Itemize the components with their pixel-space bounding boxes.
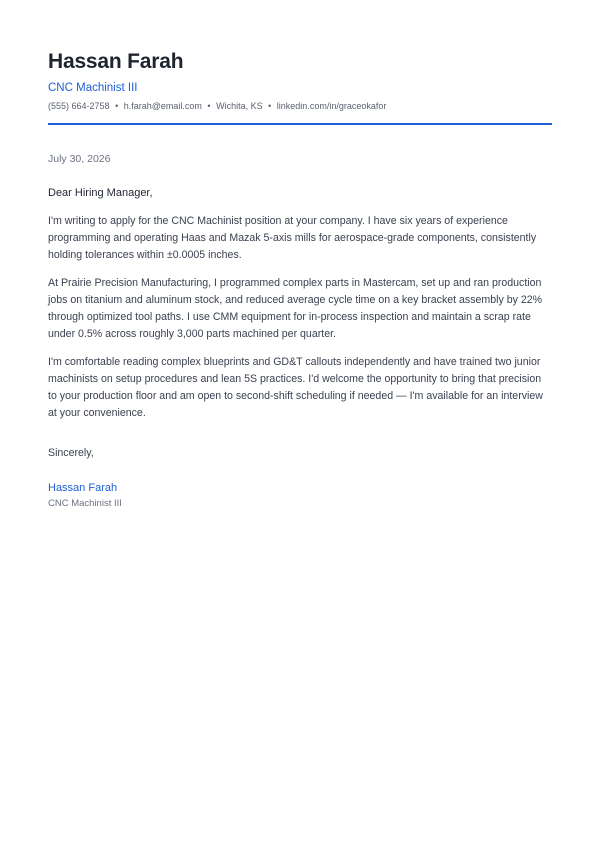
contact-phone: (555) 664-2758 bbox=[48, 101, 110, 111]
contact-email: h.farah@email.com bbox=[123, 101, 202, 111]
contact-separator: • bbox=[268, 101, 272, 111]
body-paragraph: I'm writing to apply for the CNC Machinist position at your company. I have six years of experience programming and operating Haas and Mazak 5-axis mills for aerospace-grade components, consistently holding tolerances within ±0.0005 inches. bbox=[48, 215, 537, 261]
body-paragraph: At Prairie Precision Manufacturing, I programmed complex parts in Mastercam, set up and ran production jobs on titanium and aluminum stock, and reduced average cycle time on a key bracket assembly by 22% through optimized tool paths. I use CMM equipment for in-process inspection and maintain a scrap rate under 0.5% across roughly 3,000 parts machined per quarter. bbox=[48, 277, 543, 340]
contact-separator: • bbox=[207, 101, 211, 111]
letter-body bbox=[48, 152, 552, 510]
header-divider bbox=[48, 123, 552, 125]
contact-separator: • bbox=[115, 101, 119, 111]
salutation: Dear Hiring Manager, bbox=[48, 187, 153, 199]
body-paragraph: I'm comfortable reading complex blueprints and GD&T callouts independently and have trained two junior machinists on setup procedures and lean 5S practices. I'd welcome the opportunity to bring that precision to your production floor and am open to second-shift scheduling if needed — I'm available for an interview at your convenience. bbox=[48, 356, 543, 419]
letter-date: July 30, 2026 bbox=[48, 153, 111, 165]
contact-line bbox=[48, 100, 552, 113]
letter-header bbox=[48, 48, 552, 125]
closing: Sincerely, bbox=[48, 447, 94, 459]
applicant-name: Hassan Farah bbox=[48, 50, 184, 73]
signature-name: Hassan Farah bbox=[48, 482, 118, 494]
applicant-title: CNC Machinist III bbox=[48, 82, 138, 94]
contact-location: Wichita, KS bbox=[216, 101, 263, 111]
contact-linkedin: linkedin.com/in/graceokafor bbox=[276, 101, 387, 111]
signature-title: CNC Machinist III bbox=[48, 498, 122, 509]
